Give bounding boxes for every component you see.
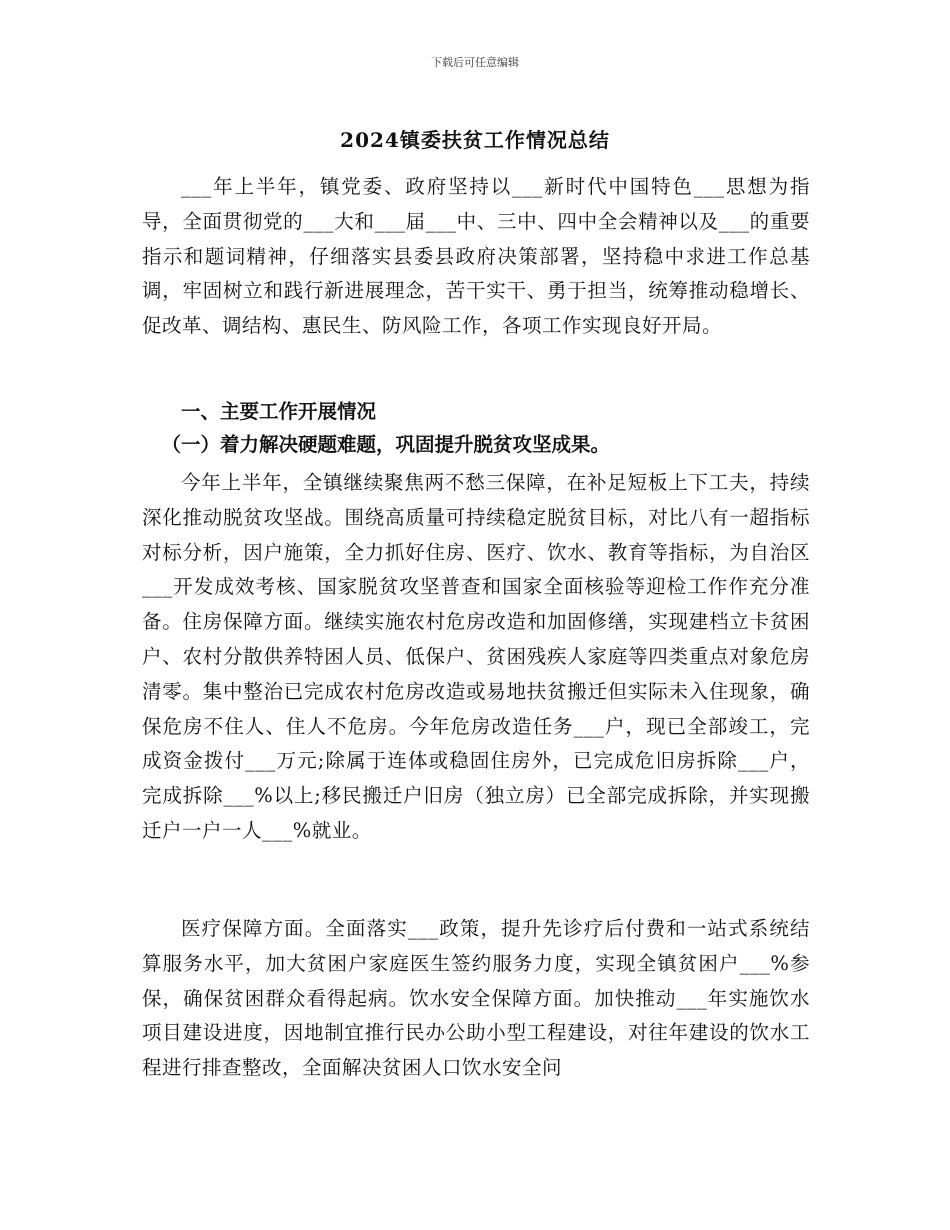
paragraph-text: ___年上半年，镇党委、政府坚持以___新时代中国特色___思想为指导，全面贯彻党的___大和___届___中、三中、四中全会精神以及___的重要指示和题词精神，仔细落实县委县政府决策部署，坚持稳中求进工作总基调，牢固树立和践行新进展理念，苦干实干、勇于担当，统筹推动稳增长、促改革、调结构、惠民生、防风险工作，各项工作实现良好开局。 xyxy=(142,175,810,338)
document-title: 2024镇委扶贫工作情况总结 xyxy=(340,128,610,152)
paragraph-housing xyxy=(142,466,810,849)
paragraph-text: 今年上半年，全镇继续聚焦两不愁三保障，在补足短板上下工夫，持续深化推动脱贫攻坚战。围绕高质量可持续稳定脱贫目标，对比八有一超指标对标分析，因户施策，全力抓好住房、医疗、饮水、教育等指标，为自治区___开发成效考核、国家脱贫攻坚普查和国家全面核验等迎检工作作充分准备。住房保障方面。继续实施农村危房改造和加固修缮，实现建档立卡贫困户、农村分散供养特困人员、低保户、贫困残疾人家庭等四类重点对象危房清零。集中整治已完成农村危房改造或易地扶贫搬迁但实际未入住现象，确保危房不住人、住人不危房。今年危房改造任务___户，现已全部竣工，完成资金拨付___万元;除属于连体或稳固住房外，已完成危旧房拆除___户，完成拆除___%以上;移民搬迁户旧房（独立房）已全部完成拆除，并实现搬迁户一户一人___%就业。 xyxy=(142,471,810,842)
paragraph-text: 医疗保障方面。全面落实___政策，提升先诊疗后付费和一站式系统结算服务水平，加大贫困户家庭医生签约服务力度，实现全镇贫困户___%参保，确保贫困群众看得起病。饮水安全保障方面。加快推动___年实施饮水项目建设进度，因地制宜推行民办公助小型工程建设，对往年建设的饮水工程进行排查整改，全面解决贫困人口饮水安全问 xyxy=(142,917,810,1080)
paragraph-medical xyxy=(142,912,810,1086)
header-note: 下载后可任意编辑 xyxy=(431,56,519,69)
subsection-heading: （一）着力解决硬题难题，巩固提升脱贫攻坚成果。 xyxy=(161,433,611,456)
section-heading: 一、主要工作开展情况 xyxy=(181,400,377,423)
paragraph-intro xyxy=(142,170,810,344)
